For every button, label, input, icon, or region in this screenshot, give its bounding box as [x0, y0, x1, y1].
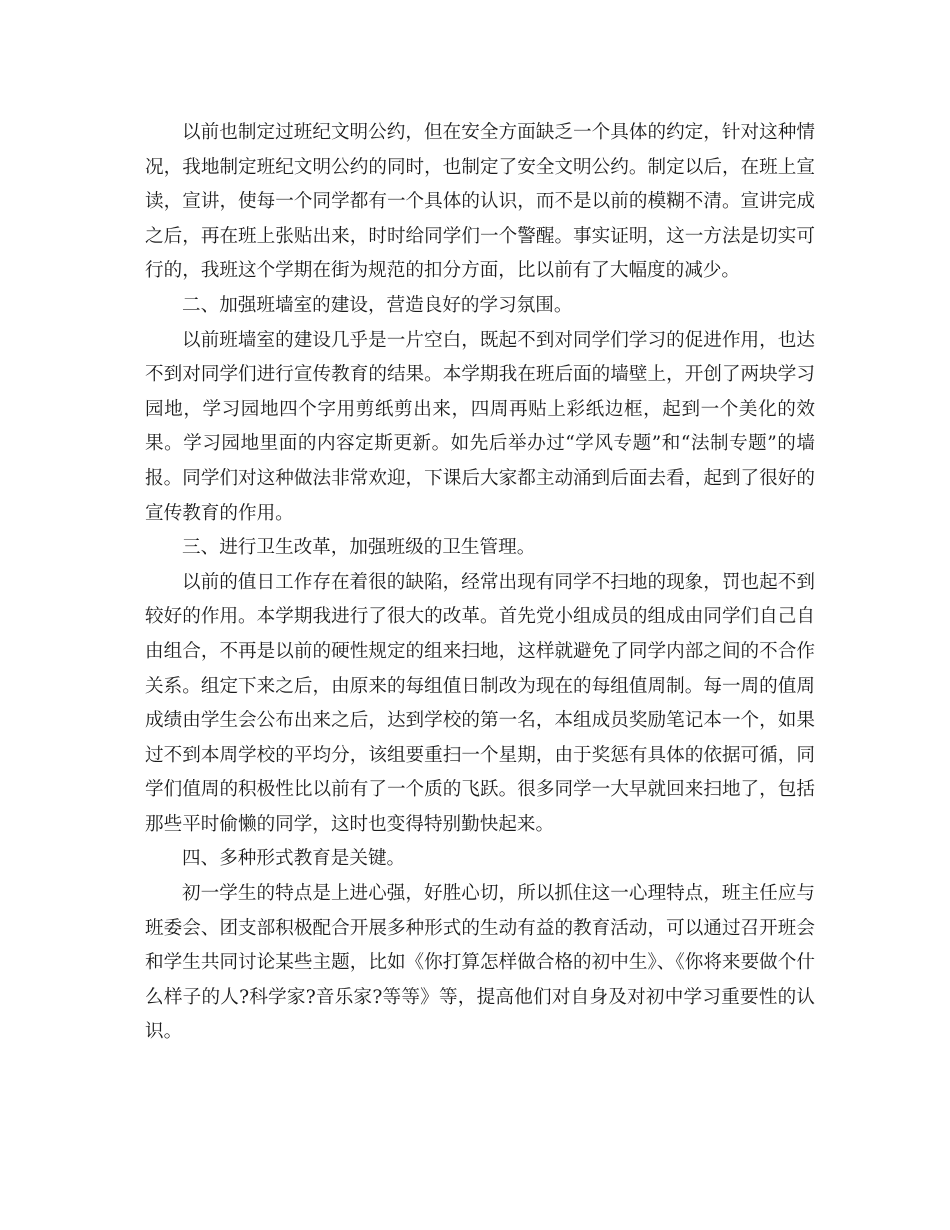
heading-classroom-wall: 二、加强班墙室的建设，营造良好的学习氛围。: [182, 294, 573, 316]
paragraph-hygiene-reform: 以前的值日工作存在着很的缺陷，经常出现有同学不扫地的现象，罚也起不到较好的作用。本学期我进行了很大的改革。首先党小组成员的组成由同学们自己自由组合，不再是以前的硬性规定的组来扫地，这样就避免了同学内部之间的不合作关系。组定下来之后，由原来的每组值日制改为现在的每组值周制。每一周的值周成绩由学生会公布出来之后，达到学校的第一名，本组成员奖励笔记本一个，如果过不到本周学校的平均分，该组要重扫一个星期，由于奖惩有具体的依据可循，同学们值周的积极性比以前有了一个质的飞跃。很多同学一大早就回来扫地了，包括那些平时偷懒的同学，这时也变得特别勤快起来。: [145, 571, 815, 835]
paragraph-safety-convention: 以前也制定过班纪文明公约，但在安全方面缺乏一个具体的约定，针对这种情况，我地制定班纪文明公约的同时，也制定了安全文明公约。制定以后，在班上宣读，宣讲，使每一个同学都有一个具体的认识，而不是以前的模糊不清。宣讲完成之后，再在班上张贴出来，时时给同学们一个警醒。事实证明，这一方法是切实可行的，我班这个学期在街为规范的扣分方面，比以前有了大幅度的减少。: [145, 122, 815, 282]
paragraph-classroom-wall: 以前班墙室的建设几乎是一片空白，既起不到对同学们学习的促进作用，也达不到对同学们进行宣传教育的结果。本学期我在班后面的墙壁上，开创了两块学习园地，学习园地四个字用剪纸剪出来，四周再贴上彩纸边框，起到一个美化的效果。学习园地里面的内容定斯更新。如先后举办过“学风专题”和“法制专题”的墙报。同学们对这种做法非常欢迎，下课后大家都主动涌到后面去看，起到了很好的宣传教育的作用。: [145, 329, 815, 524]
heading-hygiene-reform: 三、进行卫生改革，加强班级的卫生管理。: [182, 537, 536, 559]
paragraph-education-forms: 初一学生的特点是上进心强，好胜心切，所以抓住这一心理特点，班主任应与班委会、团支部积极配合开展多种形式的生动有益的教育活动，可以通过召开班会和学生共同讨论某些主题，比如《你打算怎样做合格的初中生》、《你将来要做个什么样子的人?科学家?音乐家?等等》等，提高他们对自身及对初中学习重要性的认识。: [145, 883, 815, 1043]
document-body: [145, 116, 815, 1050]
heading-education-forms: 四、多种形式教育是关键。: [182, 848, 406, 870]
